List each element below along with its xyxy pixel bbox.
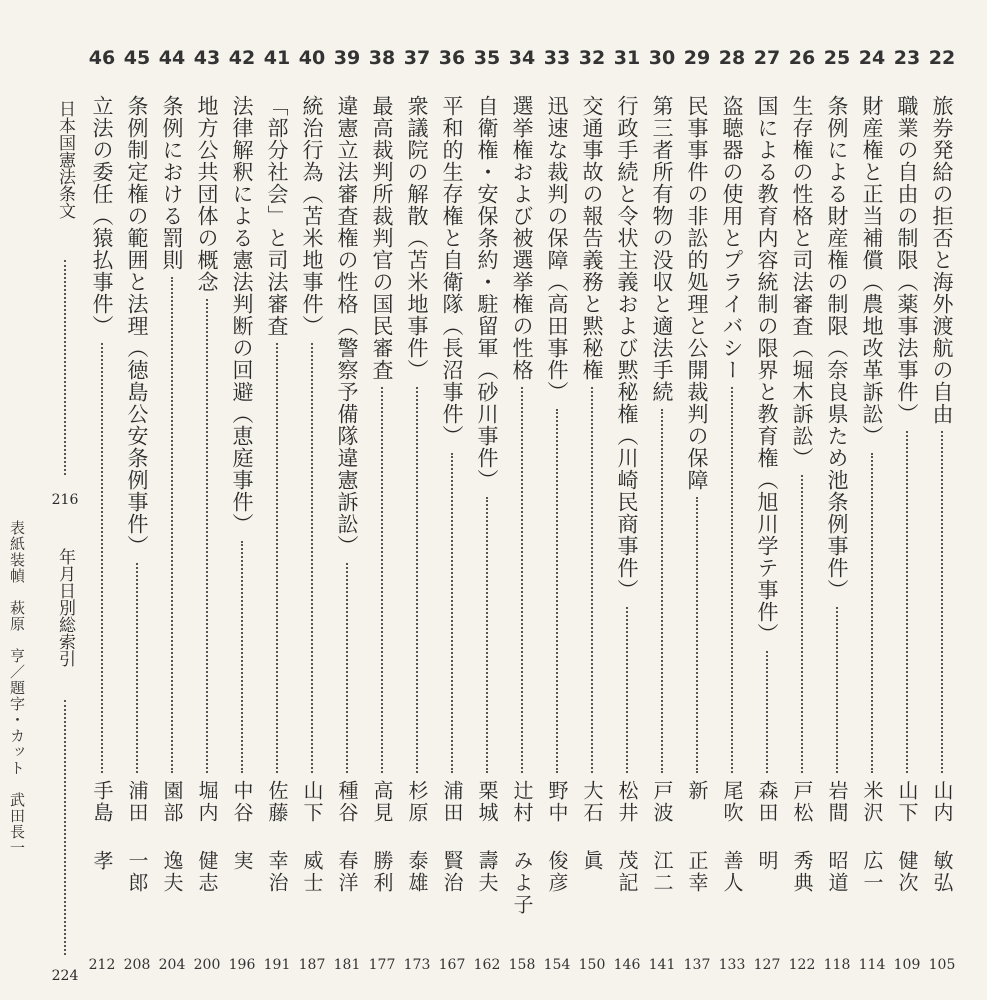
toc-entry-46 xyxy=(85,45,119,995)
entry-title: 条例による財産権の制限（奈良県ため池条例事件） xyxy=(825,95,849,601)
toc-entry-38 xyxy=(365,45,399,995)
entry-number: 25 xyxy=(823,47,851,69)
entry-number: 33 xyxy=(543,47,571,69)
toc-entry-24 xyxy=(855,45,889,995)
toc-entry-22 xyxy=(925,45,959,995)
entry-title: 統治行為（苫米地事件） xyxy=(300,95,324,337)
dot-leader xyxy=(346,563,348,773)
entry-number: 44 xyxy=(158,47,186,69)
entry-title: 財産権と正当補償（農地改革訴訟） xyxy=(860,95,884,447)
dot-leader xyxy=(591,387,593,773)
entry-title: 行政手続と令状主義および黙秘権（川崎民商事件） xyxy=(615,95,639,601)
dot-leader xyxy=(206,299,208,773)
author-family-name: 森田 xyxy=(755,780,779,824)
author-family-name: 園部 xyxy=(160,780,184,824)
dot-leader xyxy=(451,453,453,773)
dot-leader xyxy=(731,387,733,773)
dot-leader xyxy=(101,343,103,773)
entry-title: 国による教育内容統制の限界と教育権（旭川学テ事件） xyxy=(755,95,779,645)
dot-leader xyxy=(381,387,383,773)
author-given-name: みよ子 xyxy=(510,850,534,916)
author-given-name: 秀典 xyxy=(790,850,814,894)
page-number: 200 xyxy=(193,957,221,973)
dot-leader xyxy=(136,563,138,773)
author-given-name: 正幸 xyxy=(685,850,709,894)
toc-entry-45 xyxy=(120,45,154,995)
entry-number: 24 xyxy=(858,47,886,69)
entry-title: 平和的生存権と自衛隊（長沼事件） xyxy=(440,95,464,447)
page-number: 187 xyxy=(298,957,326,973)
dot-leader xyxy=(276,343,278,773)
toc-entry-41 xyxy=(260,45,294,995)
author-given-name: 賢治 xyxy=(440,850,464,894)
entry-title: 盗聴器の使用とプライバシー xyxy=(720,95,744,381)
author-given-name: 眞 xyxy=(580,850,604,872)
entry-number: 29 xyxy=(683,47,711,69)
author-family-name: 栗城 xyxy=(475,780,499,824)
author-family-name: 山下 xyxy=(300,780,324,824)
author-given-name: 敏弘 xyxy=(930,850,954,894)
page-number: 181 xyxy=(333,957,361,973)
entry-title: 衆議院の解散（苫米地事件） xyxy=(405,95,429,381)
entry-number: 26 xyxy=(788,47,816,69)
toc-entry-29 xyxy=(680,45,714,995)
toc-entry-42 xyxy=(225,45,259,995)
dot-leader xyxy=(661,409,663,773)
entry-title: 立法の委任（猿払事件） xyxy=(90,95,114,337)
author-given-name: 健次 xyxy=(895,850,919,894)
toc-entry-36 xyxy=(435,45,469,995)
toc-entry-33 xyxy=(540,45,574,995)
appendix-item-constitution: 日本国憲法条文 xyxy=(55,100,75,219)
page-number: 177 xyxy=(368,957,396,973)
toc-entry-23 xyxy=(890,45,924,995)
author-given-name: 広一 xyxy=(860,850,884,894)
page-number: 212 xyxy=(88,957,116,973)
author-given-name: 壽夫 xyxy=(475,850,499,894)
entry-number: 31 xyxy=(613,47,641,69)
page-number: 133 xyxy=(718,957,746,973)
dot-leader xyxy=(311,343,313,773)
author-family-name: 辻村 xyxy=(510,780,534,824)
toc-entry-30 xyxy=(645,45,679,995)
entry-number: 35 xyxy=(473,47,501,69)
author-given-name: 江二 xyxy=(650,850,674,894)
entry-title: 選挙権および被選挙権の性格 xyxy=(510,95,534,381)
entry-title: 条例制定権の範囲と法理（徳島公安条例事件） xyxy=(125,95,149,557)
entry-number: 41 xyxy=(263,47,291,69)
dot-leader xyxy=(696,497,698,773)
author-family-name: 杉原 xyxy=(405,780,429,824)
toc-entry-27 xyxy=(750,45,784,995)
author-family-name: 手島 xyxy=(90,780,114,824)
author-given-name: 健志 xyxy=(195,850,219,894)
author-given-name: 威士 xyxy=(300,850,324,894)
entry-number: 36 xyxy=(438,47,466,69)
dot-leader xyxy=(556,409,558,773)
entry-number: 23 xyxy=(893,47,921,69)
dot-leader xyxy=(626,607,628,773)
author-family-name: 堀内 xyxy=(195,780,219,824)
page-number: 146 xyxy=(613,957,641,973)
author-family-name: 高見 xyxy=(370,780,394,824)
entry-title: 旅券発給の拒否と海外渡航の自由 xyxy=(930,95,954,425)
entry-title: 迅速な裁判の保障（高田事件） xyxy=(545,95,569,403)
page-number: 137 xyxy=(683,957,711,973)
author-given-name: 勝利 xyxy=(370,850,394,894)
author-family-name: 浦田 xyxy=(125,780,149,824)
page-number: 122 xyxy=(788,957,816,973)
author-given-name: 実 xyxy=(230,850,254,872)
entry-number: 22 xyxy=(928,47,956,69)
page-number: 105 xyxy=(928,957,956,973)
author-family-name: 浦田 xyxy=(440,780,464,824)
toc-entry-25 xyxy=(820,45,854,995)
entry-number: 37 xyxy=(403,47,431,69)
author-given-name: 一郎 xyxy=(125,850,149,894)
page-number: 204 xyxy=(158,957,186,973)
author-given-name: 逸夫 xyxy=(160,850,184,894)
toc-entry-40 xyxy=(295,45,329,995)
entry-number: 30 xyxy=(648,47,676,69)
page-number: 141 xyxy=(648,957,676,973)
dot-leader xyxy=(941,431,943,773)
author-given-name: 孝 xyxy=(90,850,114,872)
dot-leader xyxy=(521,387,523,773)
dot-leader xyxy=(871,453,873,773)
page-number: 162 xyxy=(473,957,501,973)
author-family-name: 松井 xyxy=(615,780,639,824)
toc-entry-39 xyxy=(330,45,364,995)
entry-number: 45 xyxy=(123,47,151,69)
dot-leader xyxy=(906,431,908,773)
author-family-name: 大石 xyxy=(580,780,604,824)
entry-title: 法律解釈による憲法判断の回避（恵庭事件） xyxy=(230,95,254,535)
dot-leader xyxy=(766,651,768,773)
dot-leader xyxy=(64,260,66,475)
toc-entry-35 xyxy=(470,45,504,995)
entry-number: 43 xyxy=(193,47,221,69)
author-family-name: 佐藤 xyxy=(265,780,289,824)
entry-title: 「部分社会」と司法審査 xyxy=(265,95,289,337)
entry-number: 38 xyxy=(368,47,396,69)
entry-number: 42 xyxy=(228,47,256,69)
page-number: 191 xyxy=(263,957,291,973)
entry-title: 最高裁判所裁判官の国民審査 xyxy=(370,95,394,381)
author-given-name: 善人 xyxy=(720,850,744,894)
entry-title: 条例における罰則 xyxy=(160,95,184,271)
author-family-name: 山内 xyxy=(930,780,954,824)
dot-leader xyxy=(64,700,66,955)
toc-entry-34 xyxy=(505,45,539,995)
entry-title: 第三者所有物の没収と適法手続 xyxy=(650,95,674,403)
entry-number: 39 xyxy=(333,47,361,69)
page-number: 167 xyxy=(438,957,466,973)
dot-leader xyxy=(241,541,243,773)
toc-entry-43 xyxy=(190,45,224,995)
dot-leader xyxy=(486,497,488,773)
author-given-name: 茂記 xyxy=(615,850,639,894)
toc-entry-28 xyxy=(715,45,749,995)
author-family-name: 種谷 xyxy=(335,780,359,824)
dot-leader xyxy=(836,607,838,773)
page-number: 158 xyxy=(508,957,536,973)
author-family-name: 中谷 xyxy=(230,780,254,824)
toc-entry-37 xyxy=(400,45,434,995)
page-number: 173 xyxy=(403,957,431,973)
entry-title: 職業の自由の制限（薬事法事件） xyxy=(895,95,919,425)
dot-leader xyxy=(416,387,418,773)
page-number: 127 xyxy=(753,957,781,973)
page-number: 150 xyxy=(578,957,606,973)
appendix-page-index: 224 xyxy=(51,968,79,984)
dot-leader xyxy=(801,475,803,773)
author-family-name: 尾吹 xyxy=(720,780,744,824)
appendix-column xyxy=(50,100,80,990)
toc-entry-44 xyxy=(155,45,189,995)
toc-entry-32 xyxy=(575,45,609,995)
author-given-name: 明 xyxy=(755,850,779,872)
page-number: 118 xyxy=(823,957,851,973)
entry-number: 40 xyxy=(298,47,326,69)
entry-title: 交通事故の報告義務と黙秘権 xyxy=(580,95,604,381)
page-number: 208 xyxy=(123,957,151,973)
author-given-name: 泰雄 xyxy=(405,850,429,894)
page-number: 196 xyxy=(228,957,256,973)
entry-number: 46 xyxy=(88,47,116,69)
entry-number: 27 xyxy=(753,47,781,69)
author-family-name: 戸松 xyxy=(790,780,814,824)
entry-title: 違憲立法審査権の性格（警察予備隊違憲訴訟） xyxy=(335,95,359,557)
author-family-name: 米沢 xyxy=(860,780,884,824)
author-family-name: 戸波 xyxy=(650,780,674,824)
appendix-item-index: 年月日別総索引 xyxy=(55,548,75,667)
entry-title: 地方公共団体の概念 xyxy=(195,95,219,293)
toc-entry-31 xyxy=(610,45,644,995)
entry-number: 34 xyxy=(508,47,536,69)
entry-title: 民事事件の非訟的処理と公開裁判の保障 xyxy=(685,95,709,491)
appendix-page-constitution: 216 xyxy=(51,492,79,508)
author-family-name: 岩間 xyxy=(825,780,849,824)
cover-credits: 表紙装幀 萩原 亨／題字・カット 武田長一 xyxy=(8,520,26,856)
page-number: 114 xyxy=(858,957,886,973)
author-family-name: 新 xyxy=(685,780,709,802)
author-family-name: 野中 xyxy=(545,780,569,824)
entry-title: 生存権の性格と司法審査（堀木訴訟） xyxy=(790,95,814,469)
dot-leader xyxy=(171,277,173,773)
author-family-name: 山下 xyxy=(895,780,919,824)
author-given-name: 俊彦 xyxy=(545,850,569,894)
entry-number: 32 xyxy=(578,47,606,69)
author-given-name: 幸治 xyxy=(265,850,289,894)
page-number: 109 xyxy=(893,957,921,973)
entry-title: 自衛権・安保条約・駐留軍（砂川事件） xyxy=(475,95,499,491)
entry-number: 28 xyxy=(718,47,746,69)
author-given-name: 春洋 xyxy=(335,850,359,894)
page-number: 154 xyxy=(543,957,571,973)
author-given-name: 昭道 xyxy=(825,850,849,894)
toc-entry-26 xyxy=(785,45,819,995)
